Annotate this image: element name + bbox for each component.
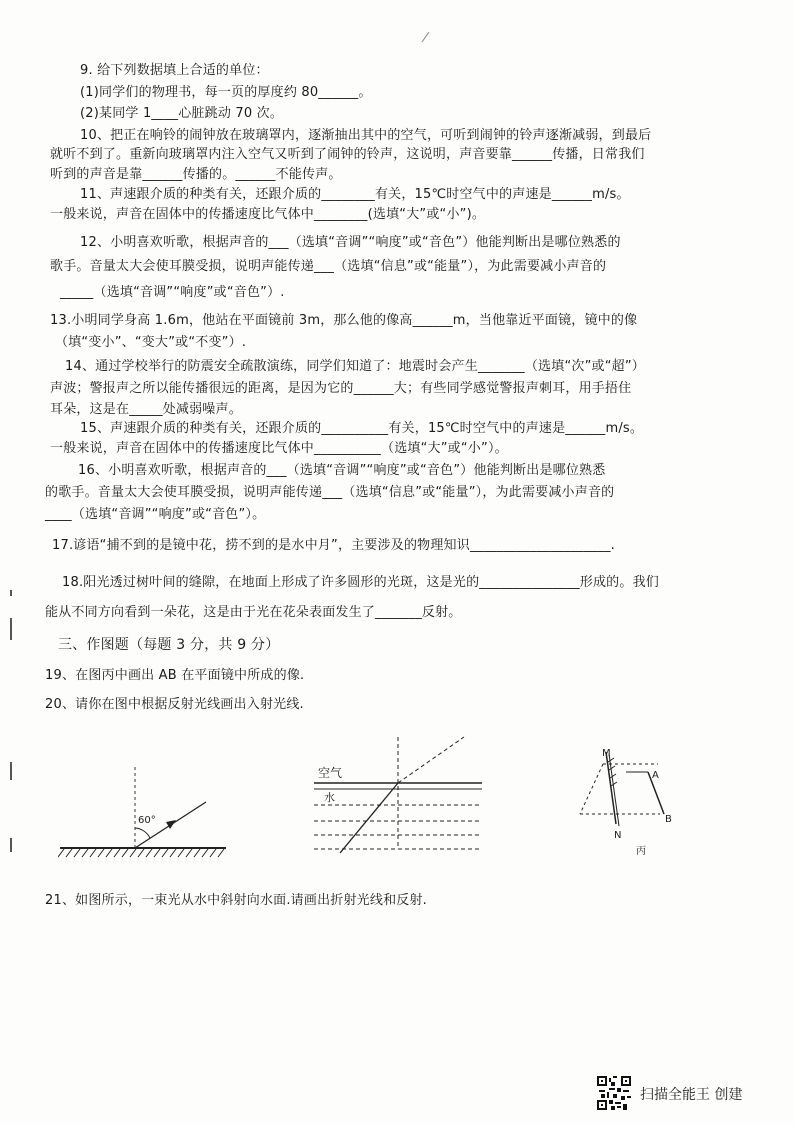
figure-caption: 丙 [636,846,646,857]
scan-mark [10,590,12,596]
question-16-line-1: 16、小明喜欢听歌，根据声音的___（选填“音调”“响度”或“音色”）他能判断出是哪位熟悉 [78,463,606,478]
question-17: 17.谚语“捕不到的是镜中花，捞不到的是水中月”，主要涉及的物理知识_____________________. [52,538,615,553]
question-13-line-2: （填“变小”、“变大”或“不变”）. [55,335,247,350]
qr-code-icon [597,1076,631,1110]
question-18-line-2: 能从不同方向看到一朵花，这是由于光在花朵表面发生了_______反射。 [45,605,462,620]
question-14-line-2: 声波；警报声之所以能传播很远的距离，是因为它的______大；有些同学感觉警报声刺耳，用手捂住 [50,381,632,396]
question-13-line-1: 13.小明同学身高 1.6m，他站在平面镜前 3m，那么他的像高______m，当他靠近平面镜，镜中的像 [50,313,638,328]
question-9-part-2: (2)某同学 1____心脏跳动 70 次。 [80,106,284,121]
air-label: 空气 [318,766,343,780]
scan-mark [10,762,12,780]
reflection-figure [58,760,228,860]
question-11-line-1: 11、声速跟介质的种类有关，还跟介质的________有关，15℃时空气中的声速是______m/s。 [80,187,630,202]
left-guide [580,764,603,814]
scan-mark [10,838,12,852]
section-3-heading: 三、作图题（每题 3 分，共 9 分） [58,637,280,653]
dashed-extension [398,737,464,783]
question-11-line-2: 一般来说，声音在固体中的传播速度比气体中________(选填“大”或“小”)。 [50,207,486,222]
question-12-line-2: 歌手。音量太大会使耳膜受损，说明声能传递___（选填“信息”或“能量”），为此需要减小声音的 [50,259,607,274]
label-n: N [614,830,622,841]
question-10-line-1: 10、把正在响铃的闹钟放在玻璃罩内，逐渐抽出其中的空气，可听到闹钟的铃声逐渐减弱，到最后 [80,128,652,143]
scan-mark [10,618,12,640]
question-16-line-3: ____（选填“音调”“响度”或“音色”）。 [45,507,266,522]
angle-label: 60° [138,815,156,826]
label-a: A [652,770,659,781]
question-18-line-1: 18.阳光透过树叶间的缝隙，在地面上形成了许多圆形的光斑，这是光的_______________形成的。我们 [62,575,659,590]
label-m: M [602,748,611,759]
question-15-line-2: 一般来说，声音在固体中的传播速度比气体中__________（选填“大”或“小”）。 [50,441,508,456]
mirror-back [609,754,619,826]
scanner-watermark: 扫描全能王 创建 [640,1087,743,1103]
question-14-line-3: 耳朵，这是在_____处减弱噪声。 [50,402,242,417]
scan-speck [420,30,432,44]
question-20: 20、请你在图中根据反射光线画出入射光线. [45,697,304,712]
question-15-line-1: 15、声速跟介质的种类有关，还跟介质的__________有关，15℃时空气中的声速是______m/s。 [80,421,644,436]
water-label: 水 [324,791,335,804]
angle-arc [135,828,150,838]
plane-mirror-figure [570,742,680,857]
question-9-title: 9. 给下列数据填上合适的单位： [80,63,269,78]
mirror-hatching [58,849,224,857]
question-16-line-2: 的歌手。音量太大会使耳膜受损，说明声能传递___（选填“信息”或“能量”），为此需要减小声音的 [45,485,615,500]
question-9-part-1: (1)同学们的物理书，每一页的厚度约 80______。 [80,85,372,100]
incident-ray [340,783,398,853]
refraction-figure [312,735,492,860]
question-14-line-1: 14、通过学校举行的防震安全疏散演练，同学们知道了：地震时会产生_______（选填“次”或“超”） [65,359,645,374]
question-12-line-1: 12、小明喜欢听歌，根据声音的___（选填“音调”“响度”或“音色”）他能判断出是哪位熟悉的 [80,235,621,250]
label-b: B [665,814,672,825]
question-19: 19、在图丙中画出 AB 在平面镜中所成的像. [45,668,305,683]
mirror-line [606,752,616,824]
question-12-line-3: _____（选填“音调”“响度”或“音色”）. [60,285,285,300]
question-10-line-2: 就听不到了。重新向玻璃罩内注入空气又听到了闹钟的铃声，这说明，声音要靠______传播，日常我们 [50,147,645,162]
question-21: 21、如图所示，一束光从水中斜射向水面.请画出折射光线和反射. [45,893,428,908]
question-10-line-3: 听到的声音是靠______传播的。______不能传声。 [50,167,342,182]
